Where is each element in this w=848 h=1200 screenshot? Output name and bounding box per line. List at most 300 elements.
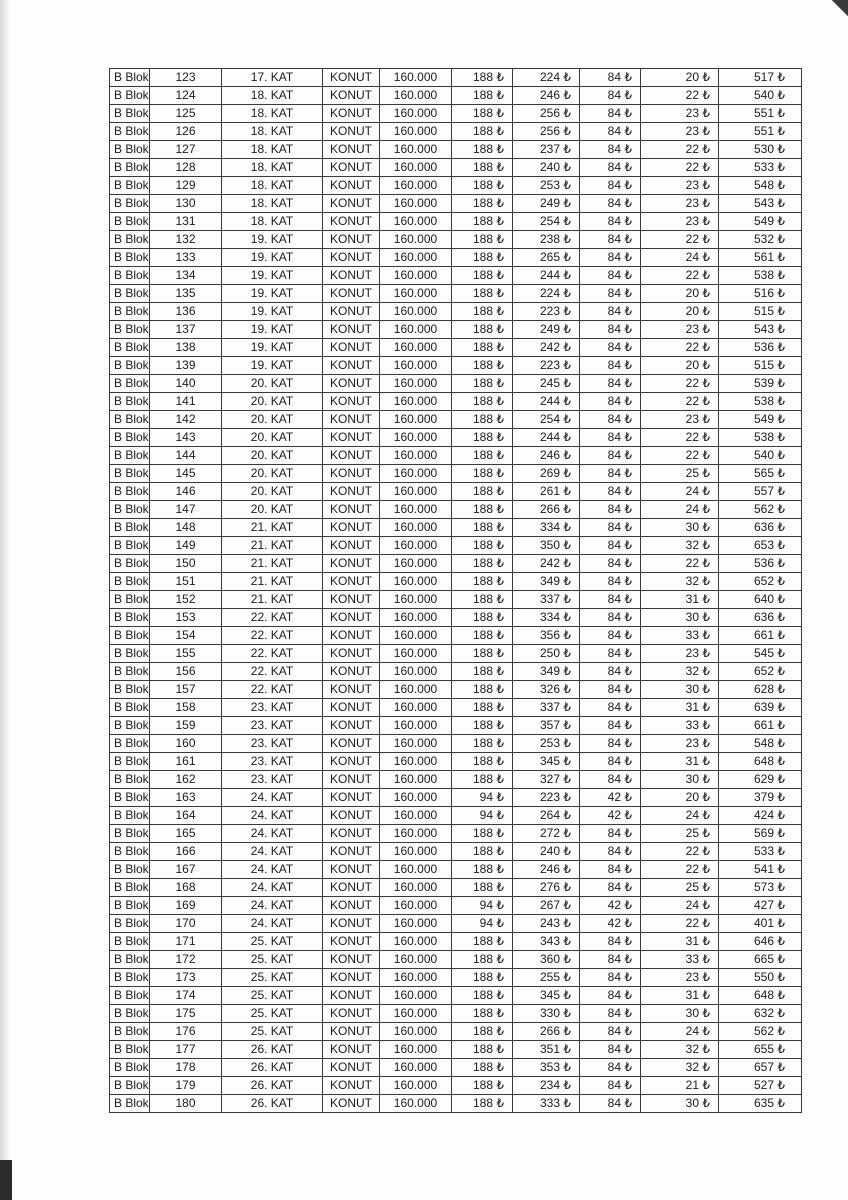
cell-fee-2: 272 ₺ [513, 825, 580, 843]
cell-total: 569 ₺ [719, 825, 802, 843]
cell-area-value: 160.000 [380, 285, 452, 303]
cell-fee-2: 327 ₺ [513, 771, 580, 789]
cell-fee-4: 33 ₺ [641, 951, 719, 969]
cell-area-value: 160.000 [380, 933, 452, 951]
cell-fee-1: 188 ₺ [452, 771, 513, 789]
cell-area-value: 160.000 [380, 267, 452, 285]
cell-type: KONUT [323, 159, 380, 177]
cell-type: KONUT [323, 609, 380, 627]
cell-floor: 25. KAT [222, 933, 323, 951]
cell-fee-3: 84 ₺ [580, 1095, 641, 1113]
cell-floor: 24. KAT [222, 879, 323, 897]
cell-block: B Blok [110, 123, 150, 141]
cell-total: 538 ₺ [719, 429, 802, 447]
cell-total: 646 ₺ [719, 933, 802, 951]
cell-fee-4: 22 ₺ [641, 393, 719, 411]
cell-area-value: 160.000 [380, 159, 452, 177]
cell-fee-3: 84 ₺ [580, 231, 641, 249]
table-row [110, 1077, 802, 1095]
cell-fee-2: 267 ₺ [513, 897, 580, 915]
cell-unit-no: 125 [150, 105, 222, 123]
cell-area-value: 160.000 [380, 555, 452, 573]
cell-unit-no: 160 [150, 735, 222, 753]
cell-type: KONUT [323, 1005, 380, 1023]
cell-unit-no: 171 [150, 933, 222, 951]
cell-area-value: 160.000 [380, 231, 452, 249]
cell-fee-1: 188 ₺ [452, 933, 513, 951]
cell-area-value: 160.000 [380, 375, 452, 393]
cell-type: KONUT [323, 141, 380, 159]
table-row [110, 465, 802, 483]
cell-total: 536 ₺ [719, 339, 802, 357]
cell-fee-2: 345 ₺ [513, 987, 580, 1005]
cell-fee-4: 22 ₺ [641, 87, 719, 105]
table-row [110, 429, 802, 447]
cell-total: 661 ₺ [719, 627, 802, 645]
cell-fee-3: 84 ₺ [580, 1041, 641, 1059]
cell-total: 561 ₺ [719, 249, 802, 267]
cell-total: 551 ₺ [719, 123, 802, 141]
cell-total: 545 ₺ [719, 645, 802, 663]
cell-type: KONUT [323, 663, 380, 681]
cell-fee-1: 188 ₺ [452, 87, 513, 105]
cell-fee-4: 22 ₺ [641, 339, 719, 357]
cell-unit-no: 157 [150, 681, 222, 699]
table-row [110, 573, 802, 591]
cell-block: B Blok [110, 897, 150, 915]
cell-area-value: 160.000 [380, 195, 452, 213]
cell-fee-3: 84 ₺ [580, 285, 641, 303]
cell-fee-3: 84 ₺ [580, 573, 641, 591]
cell-fee-1: 188 ₺ [452, 1041, 513, 1059]
cell-unit-no: 155 [150, 645, 222, 663]
table-row [110, 285, 802, 303]
cell-block: B Blok [110, 609, 150, 627]
cell-type: KONUT [323, 267, 380, 285]
cell-unit-no: 132 [150, 231, 222, 249]
cell-block: B Blok [110, 483, 150, 501]
cell-floor: 18. KAT [222, 87, 323, 105]
cell-fee-4: 32 ₺ [641, 663, 719, 681]
cell-type: KONUT [323, 1095, 380, 1113]
table-row [110, 555, 802, 573]
cell-fee-4: 25 ₺ [641, 825, 719, 843]
cell-type: KONUT [323, 645, 380, 663]
cell-fee-3: 84 ₺ [580, 1023, 641, 1041]
cell-fee-3: 42 ₺ [580, 807, 641, 825]
cell-fee-2: 337 ₺ [513, 591, 580, 609]
table-row [110, 483, 802, 501]
cell-fee-2: 234 ₺ [513, 1077, 580, 1095]
cell-fee-2: 249 ₺ [513, 321, 580, 339]
cell-type: KONUT [323, 303, 380, 321]
cell-fee-4: 23 ₺ [641, 177, 719, 195]
cell-fee-1: 188 ₺ [452, 483, 513, 501]
cell-type: KONUT [323, 357, 380, 375]
cell-fee-4: 22 ₺ [641, 915, 719, 933]
cell-fee-3: 84 ₺ [580, 249, 641, 267]
cell-block: B Blok [110, 915, 150, 933]
cell-block: B Blok [110, 663, 150, 681]
cell-total: 562 ₺ [719, 501, 802, 519]
cell-fee-4: 22 ₺ [641, 447, 719, 465]
cell-type: KONUT [323, 429, 380, 447]
cell-unit-no: 147 [150, 501, 222, 519]
cell-fee-4: 24 ₺ [641, 1023, 719, 1041]
cell-type: KONUT [323, 573, 380, 591]
cell-fee-2: 244 ₺ [513, 267, 580, 285]
cell-area-value: 160.000 [380, 699, 452, 717]
cell-unit-no: 133 [150, 249, 222, 267]
cell-fee-4: 32 ₺ [641, 1041, 719, 1059]
cell-unit-no: 127 [150, 141, 222, 159]
cell-total: 515 ₺ [719, 303, 802, 321]
cell-total: 541 ₺ [719, 861, 802, 879]
cell-area-value: 160.000 [380, 789, 452, 807]
cell-type: KONUT [323, 537, 380, 555]
cell-fee-1: 188 ₺ [452, 501, 513, 519]
cell-total: 538 ₺ [719, 267, 802, 285]
cell-total: 401 ₺ [719, 915, 802, 933]
cell-total: 628 ₺ [719, 681, 802, 699]
cell-unit-no: 139 [150, 357, 222, 375]
cell-type: KONUT [323, 339, 380, 357]
cell-fee-1: 188 ₺ [452, 825, 513, 843]
cell-fee-2: 357 ₺ [513, 717, 580, 735]
cell-fee-3: 84 ₺ [580, 393, 641, 411]
cell-fee-4: 22 ₺ [641, 555, 719, 573]
cell-fee-1: 188 ₺ [452, 285, 513, 303]
cell-floor: 20. KAT [222, 447, 323, 465]
cell-area-value: 160.000 [380, 717, 452, 735]
cell-fee-2: 276 ₺ [513, 879, 580, 897]
cell-fee-2: 224 ₺ [513, 285, 580, 303]
cell-unit-no: 146 [150, 483, 222, 501]
cell-fee-1: 188 ₺ [452, 1005, 513, 1023]
cell-total: 549 ₺ [719, 213, 802, 231]
cell-floor: 21. KAT [222, 555, 323, 573]
cell-type: KONUT [323, 1059, 380, 1077]
cell-fee-2: 330 ₺ [513, 1005, 580, 1023]
cell-fee-1: 188 ₺ [452, 267, 513, 285]
cell-fee-3: 84 ₺ [580, 825, 641, 843]
cell-floor: 23. KAT [222, 753, 323, 771]
cell-total: 424 ₺ [719, 807, 802, 825]
table-row [110, 267, 802, 285]
cell-block: B Blok [110, 195, 150, 213]
cell-total: 527 ₺ [719, 1077, 802, 1095]
cell-type: KONUT [323, 555, 380, 573]
cell-area-value: 160.000 [380, 897, 452, 915]
cell-floor: 21. KAT [222, 591, 323, 609]
cell-fee-1: 188 ₺ [452, 627, 513, 645]
cell-total: 557 ₺ [719, 483, 802, 501]
cell-type: KONUT [323, 501, 380, 519]
cell-floor: 24. KAT [222, 915, 323, 933]
cell-fee-2: 266 ₺ [513, 501, 580, 519]
cell-unit-no: 159 [150, 717, 222, 735]
cell-unit-no: 168 [150, 879, 222, 897]
cell-fee-4: 23 ₺ [641, 645, 719, 663]
cell-floor: 26. KAT [222, 1077, 323, 1095]
table-row [110, 375, 802, 393]
cell-floor: 24. KAT [222, 807, 323, 825]
cell-fee-2: 242 ₺ [513, 339, 580, 357]
cell-fee-3: 84 ₺ [580, 213, 641, 231]
cell-unit-no: 145 [150, 465, 222, 483]
table-row [110, 843, 802, 861]
cell-total: 427 ₺ [719, 897, 802, 915]
cell-fee-4: 23 ₺ [641, 105, 719, 123]
cell-floor: 24. KAT [222, 843, 323, 861]
cell-type: KONUT [323, 987, 380, 1005]
cell-block: B Blok [110, 987, 150, 1005]
cell-floor: 19. KAT [222, 303, 323, 321]
cell-fee-1: 188 ₺ [452, 213, 513, 231]
cell-fee-2: 246 ₺ [513, 447, 580, 465]
table-row [110, 771, 802, 789]
cell-fee-4: 30 ₺ [641, 771, 719, 789]
cell-fee-1: 188 ₺ [452, 195, 513, 213]
cell-total: 665 ₺ [719, 951, 802, 969]
table-row [110, 861, 802, 879]
cell-fee-3: 84 ₺ [580, 411, 641, 429]
cell-unit-no: 138 [150, 339, 222, 357]
cell-total: 562 ₺ [719, 1023, 802, 1041]
cell-block: B Blok [110, 969, 150, 987]
cell-block: B Blok [110, 1077, 150, 1095]
table-row [110, 753, 802, 771]
cell-fee-3: 84 ₺ [580, 861, 641, 879]
cell-area-value: 160.000 [380, 1023, 452, 1041]
cell-floor: 22. KAT [222, 645, 323, 663]
cell-block: B Blok [110, 627, 150, 645]
cell-fee-2: 360 ₺ [513, 951, 580, 969]
cell-type: KONUT [323, 105, 380, 123]
cell-type: KONUT [323, 1041, 380, 1059]
cell-floor: 19. KAT [222, 249, 323, 267]
cell-fee-2: 269 ₺ [513, 465, 580, 483]
cell-fee-3: 84 ₺ [580, 159, 641, 177]
cell-area-value: 160.000 [380, 1059, 452, 1077]
cell-area-value: 160.000 [380, 105, 452, 123]
cell-area-value: 160.000 [380, 303, 452, 321]
cell-block: B Blok [110, 375, 150, 393]
cell-type: KONUT [323, 177, 380, 195]
cell-fee-2: 265 ₺ [513, 249, 580, 267]
cell-fee-4: 24 ₺ [641, 501, 719, 519]
cell-area-value: 160.000 [380, 609, 452, 627]
cell-fee-4: 22 ₺ [641, 141, 719, 159]
table-body [110, 69, 802, 1113]
cell-fee-3: 84 ₺ [580, 969, 641, 987]
cell-block: B Blok [110, 285, 150, 303]
cell-fee-4: 23 ₺ [641, 969, 719, 987]
cell-type: KONUT [323, 825, 380, 843]
cell-total: 543 ₺ [719, 321, 802, 339]
cell-total: 548 ₺ [719, 735, 802, 753]
cell-type: KONUT [323, 447, 380, 465]
cell-fee-1: 188 ₺ [452, 357, 513, 375]
cell-area-value: 160.000 [380, 69, 452, 87]
cell-fee-1: 188 ₺ [452, 231, 513, 249]
cell-fee-1: 188 ₺ [452, 753, 513, 771]
cell-block: B Blok [110, 537, 150, 555]
cell-block: B Blok [110, 321, 150, 339]
cell-area-value: 160.000 [380, 969, 452, 987]
cell-fee-3: 84 ₺ [580, 303, 641, 321]
table-row [110, 339, 802, 357]
cell-fee-4: 25 ₺ [641, 879, 719, 897]
cell-floor: 25. KAT [222, 1005, 323, 1023]
cell-area-value: 160.000 [380, 861, 452, 879]
cell-fee-4: 20 ₺ [641, 789, 719, 807]
cell-fee-3: 42 ₺ [580, 915, 641, 933]
cell-unit-no: 134 [150, 267, 222, 285]
table-row [110, 537, 802, 555]
cell-block: B Blok [110, 501, 150, 519]
cell-fee-2: 253 ₺ [513, 735, 580, 753]
scan-corner-mark [828, 0, 848, 20]
cell-block: B Blok [110, 735, 150, 753]
cell-area-value: 160.000 [380, 429, 452, 447]
cell-total: 636 ₺ [719, 609, 802, 627]
cell-floor: 26. KAT [222, 1041, 323, 1059]
cell-fee-4: 20 ₺ [641, 303, 719, 321]
cell-type: KONUT [323, 843, 380, 861]
cell-block: B Blok [110, 861, 150, 879]
cell-total: 648 ₺ [719, 987, 802, 1005]
cell-type: KONUT [323, 897, 380, 915]
cell-unit-no: 163 [150, 789, 222, 807]
cell-total: 516 ₺ [719, 285, 802, 303]
cell-unit-no: 174 [150, 987, 222, 1005]
cell-floor: 21. KAT [222, 537, 323, 555]
cell-fee-3: 84 ₺ [580, 195, 641, 213]
table-row [110, 645, 802, 663]
cell-unit-no: 135 [150, 285, 222, 303]
cell-area-value: 160.000 [380, 213, 452, 231]
cell-unit-no: 153 [150, 609, 222, 627]
cell-fee-3: 84 ₺ [580, 321, 641, 339]
price-table [109, 68, 802, 1113]
table-row [110, 501, 802, 519]
cell-floor: 18. KAT [222, 177, 323, 195]
cell-fee-3: 84 ₺ [580, 663, 641, 681]
cell-unit-no: 154 [150, 627, 222, 645]
cell-floor: 17. KAT [222, 69, 323, 87]
cell-block: B Blok [110, 393, 150, 411]
cell-block: B Blok [110, 1059, 150, 1077]
table-row [110, 213, 802, 231]
cell-fee-3: 84 ₺ [580, 627, 641, 645]
cell-block: B Blok [110, 429, 150, 447]
cell-floor: 24. KAT [222, 861, 323, 879]
cell-total: 640 ₺ [719, 591, 802, 609]
cell-type: KONUT [323, 735, 380, 753]
cell-total: 639 ₺ [719, 699, 802, 717]
cell-total: 536 ₺ [719, 555, 802, 573]
table-row [110, 663, 802, 681]
cell-area-value: 160.000 [380, 843, 452, 861]
cell-area-value: 160.000 [380, 879, 452, 897]
cell-fee-1: 188 ₺ [452, 105, 513, 123]
cell-fee-2: 254 ₺ [513, 411, 580, 429]
cell-area-value: 160.000 [380, 753, 452, 771]
cell-block: B Blok [110, 825, 150, 843]
table-row [110, 519, 802, 537]
table-row [110, 591, 802, 609]
cell-fee-1: 94 ₺ [452, 897, 513, 915]
cell-fee-2: 242 ₺ [513, 555, 580, 573]
cell-fee-1: 188 ₺ [452, 951, 513, 969]
cell-total: 653 ₺ [719, 537, 802, 555]
cell-type: KONUT [323, 789, 380, 807]
cell-fee-3: 42 ₺ [580, 789, 641, 807]
cell-floor: 18. KAT [222, 213, 323, 231]
table-row [110, 141, 802, 159]
cell-fee-3: 84 ₺ [580, 609, 641, 627]
table-row [110, 1095, 802, 1113]
cell-fee-1: 188 ₺ [452, 735, 513, 753]
table-row [110, 987, 802, 1005]
cell-floor: 23. KAT [222, 699, 323, 717]
cell-area-value: 160.000 [380, 123, 452, 141]
cell-fee-1: 188 ₺ [452, 843, 513, 861]
cell-total: 550 ₺ [719, 969, 802, 987]
cell-total: 379 ₺ [719, 789, 802, 807]
cell-block: B Blok [110, 717, 150, 735]
cell-total: 652 ₺ [719, 573, 802, 591]
cell-type: KONUT [323, 375, 380, 393]
cell-fee-2: 337 ₺ [513, 699, 580, 717]
table-row [110, 879, 802, 897]
cell-type: KONUT [323, 1023, 380, 1041]
cell-fee-4: 23 ₺ [641, 123, 719, 141]
cell-unit-no: 149 [150, 537, 222, 555]
cell-type: KONUT [323, 123, 380, 141]
cell-block: B Blok [110, 303, 150, 321]
table-row [110, 159, 802, 177]
cell-unit-no: 130 [150, 195, 222, 213]
cell-fee-3: 84 ₺ [580, 987, 641, 1005]
cell-unit-no: 169 [150, 897, 222, 915]
cell-fee-2: 349 ₺ [513, 573, 580, 591]
cell-fee-2: 261 ₺ [513, 483, 580, 501]
cell-fee-1: 188 ₺ [452, 447, 513, 465]
cell-floor: 19. KAT [222, 231, 323, 249]
cell-unit-no: 151 [150, 573, 222, 591]
cell-unit-no: 148 [150, 519, 222, 537]
cell-unit-no: 176 [150, 1023, 222, 1041]
cell-floor: 20. KAT [222, 375, 323, 393]
cell-fee-3: 84 ₺ [580, 1059, 641, 1077]
cell-block: B Blok [110, 447, 150, 465]
cell-type: KONUT [323, 195, 380, 213]
cell-floor: 20. KAT [222, 465, 323, 483]
cell-block: B Blok [110, 951, 150, 969]
cell-fee-3: 84 ₺ [580, 87, 641, 105]
cell-unit-no: 143 [150, 429, 222, 447]
cell-area-value: 160.000 [380, 483, 452, 501]
cell-fee-2: 326 ₺ [513, 681, 580, 699]
cell-floor: 20. KAT [222, 501, 323, 519]
cell-floor: 19. KAT [222, 339, 323, 357]
cell-unit-no: 129 [150, 177, 222, 195]
cell-fee-2: 250 ₺ [513, 645, 580, 663]
cell-unit-no: 161 [150, 753, 222, 771]
cell-floor: 19. KAT [222, 321, 323, 339]
